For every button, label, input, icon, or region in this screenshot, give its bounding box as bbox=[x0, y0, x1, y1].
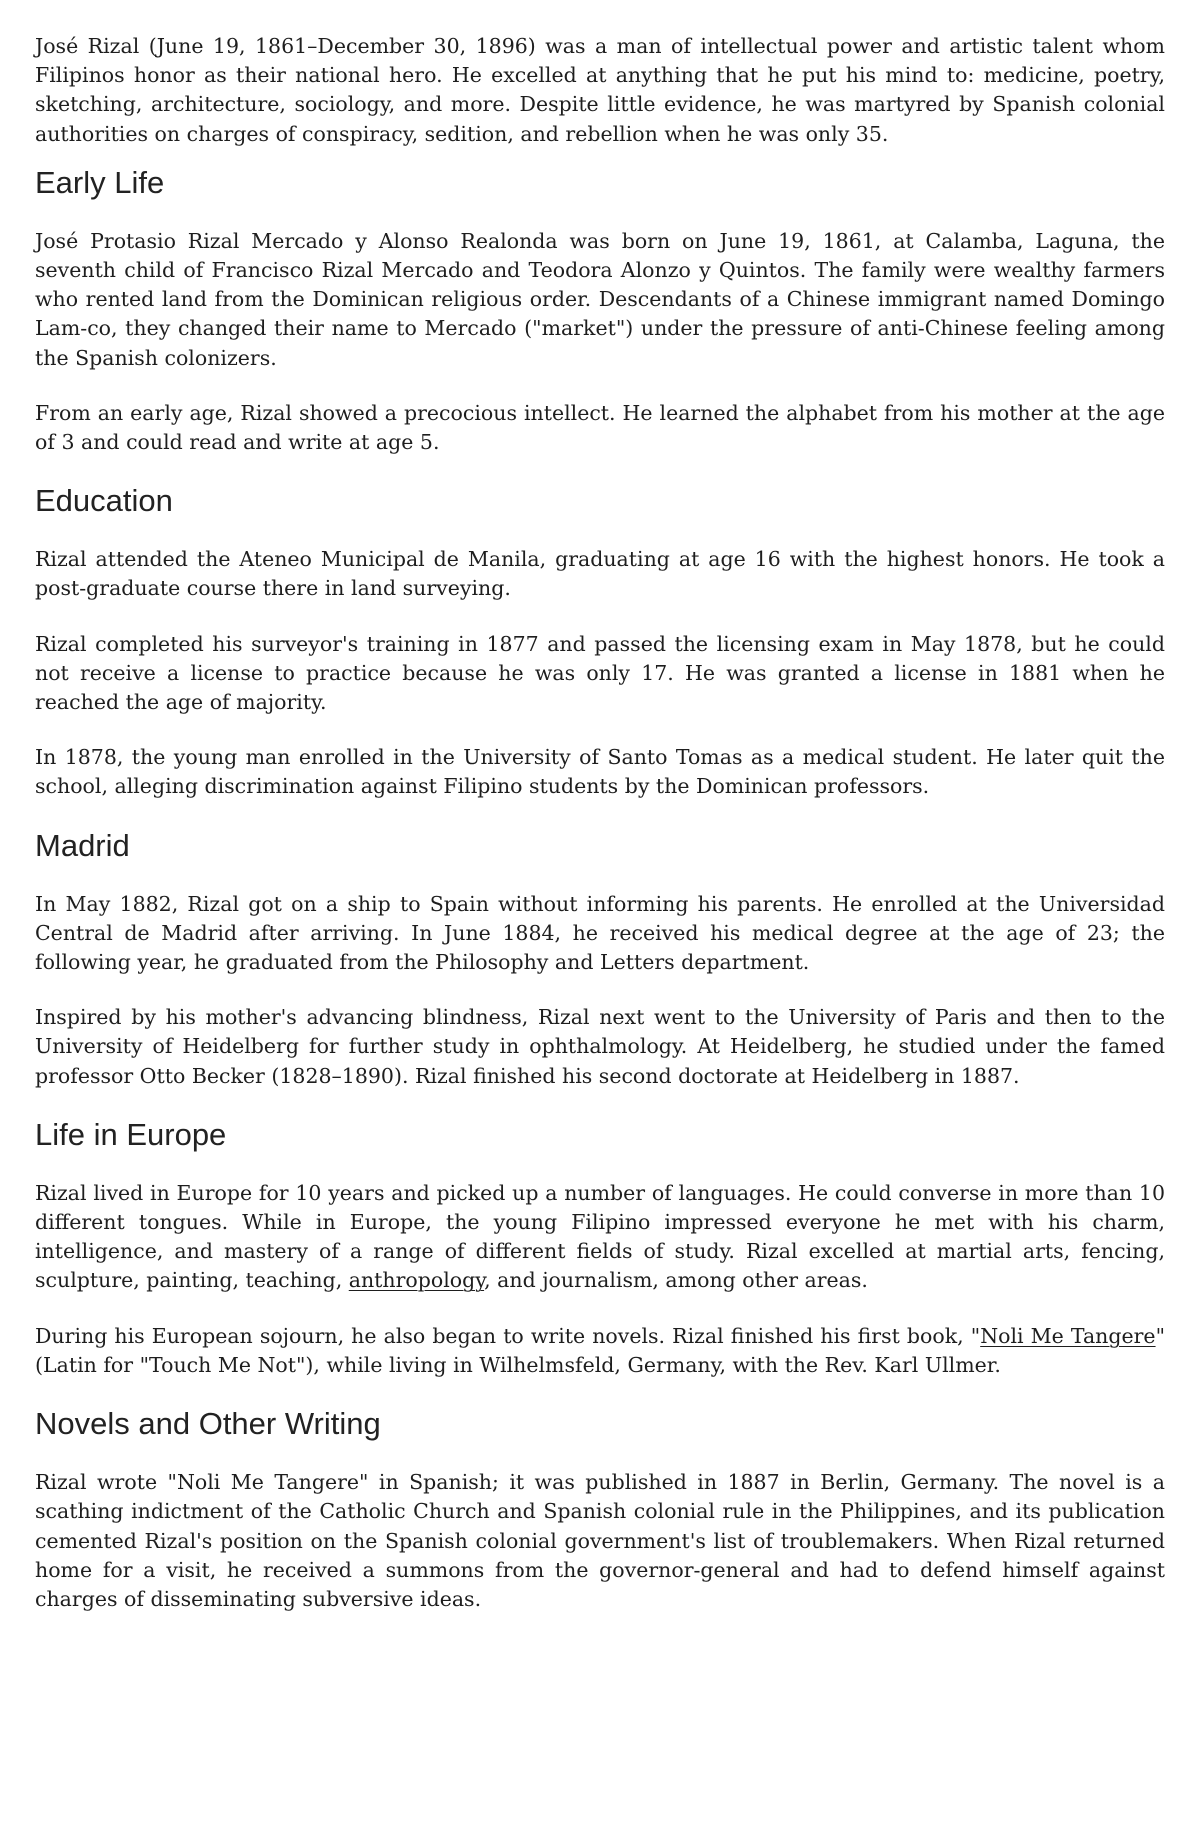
noli-me-tangere-link[interactable]: Noli Me Tangere bbox=[980, 1323, 1156, 1348]
education-paragraph-3: In 1878, the young man enrolled in the University of Santo Tomas as a medical student. He later quit the school, alleging discrimination against Filipino students by the Dominican professors. bbox=[35, 745, 1165, 799]
europe-p2-text-before: During his European sojourn, he also began to write novels. Rizal finished his first book, " bbox=[35, 1323, 981, 1348]
heading-early-life: Early Life bbox=[35, 164, 165, 200]
early-life-paragraph-1: José Protasio Rizal Mercado y Alonso Realonda was born on June 19, 1861, at Calamba, Laguna, the seventh child of Francisco Rizal Mercado and Teodora Alonzo y Quintos. The family were wealthy farmers who rented land from the Dominican religious order. Descendants of a Chinese immigrant named Domingo Lam-co, they changed their name to Mercado ("market") under the pressure of anti-Chinese feeling among the Spanish colonizers. bbox=[35, 228, 1165, 370]
heading-novels-and-other-writing: Novels and Other Writing bbox=[35, 1406, 381, 1442]
europe-p2-text-after: " (Latin for "Touch Me Not"), while living in Wilhelmsfeld, Germany, with the Rev. Karl Ullmer. bbox=[35, 1323, 1165, 1377]
article bbox=[35, 32, 1165, 1640]
education-paragraph-1: Rizal attended the Ateneo Municipal de Manila, graduating at age 16 with the highest honors. He took a post-graduate course there in land surveying. bbox=[35, 547, 1165, 601]
europe-p1-text-after: , and journalism, among other areas. bbox=[484, 1268, 868, 1293]
early-life-paragraph-2: From an early age, Rizal showed a precocious intellect. He learned the alphabet from his mother at the age of 3 and could read and write at age 5. bbox=[35, 400, 1165, 455]
madrid-paragraph-2: Inspired by his mother's advancing blindness, Rizal next went to the University of Paris and then to the University of Heidelberg for further study in ophthalmology. At Heidelberg, he studied under the famed professor Otto Becker (1828–1890). Rizal finished his second doctorate at Heidelberg in 1887. bbox=[35, 1005, 1165, 1088]
europe-p1-text-before: Rizal lived in Europe for 10 years and picked up a number of languages. He could converse in more than 10 different tongues. While in Europe, the young Filipino impressed everyone he met with his charm, intelligence, and mastery of a range of different fields of study. Rizal excelled at martial arts, fencing, sculpture, painting, teaching, bbox=[35, 1180, 1165, 1293]
heading-madrid: Madrid bbox=[35, 827, 130, 863]
europe-paragraph-2 bbox=[35, 1322, 1165, 1380]
education-paragraph-2: Rizal completed his surveyor's training in 1877 and passed the licensing exam in May 1878, but he could not receive a license to practice because he was only 17. He was granted a license in 1881 when he reached the age of majority. bbox=[35, 631, 1165, 715]
anthropology-link[interactable]: anthropology bbox=[348, 1268, 485, 1293]
madrid-paragraph-1: In May 1882, Rizal got on a ship to Spain without informing his parents. He enrolled at the Universidad Central de Madrid after arriving. In June 1884, he received his medical degree at the age of 23; the following year, he graduated from the Philosophy and Letters department. bbox=[35, 891, 1165, 975]
europe-paragraph-1 bbox=[35, 1179, 1165, 1296]
intro-paragraph: José Rizal (June 19, 1861–December 30, 1896) was a man of intellectual power and artistic talent whom Filipinos honor as their national hero. He excelled at anything that he put his mind to: medicine, poetry, sketching, architecture, sociology, and more. Despite little evidence, he was martyred by Spanish colonial authorities on charges of conspiracy, sedition, and rebellion when he was only 35. bbox=[35, 34, 1165, 146]
novels-paragraph-1: Rizal wrote "Noli Me Tangere" in Spanish; it was published in 1887 in Berlin, Germany. The novel is a scathing indictment of the Catholic Church and Spanish colonial rule in the Philippines, and its publication cemented Rizal's position on the Spanish colonial government's list of troublemakers. When Rizal returned home for a visit, he received a summons from the governor-general and had to defend himself against charges of disseminating subversive ideas. bbox=[35, 1470, 1165, 1611]
heading-life-in-europe: Life in Europe bbox=[35, 1116, 227, 1152]
heading-education: Education bbox=[35, 483, 173, 519]
